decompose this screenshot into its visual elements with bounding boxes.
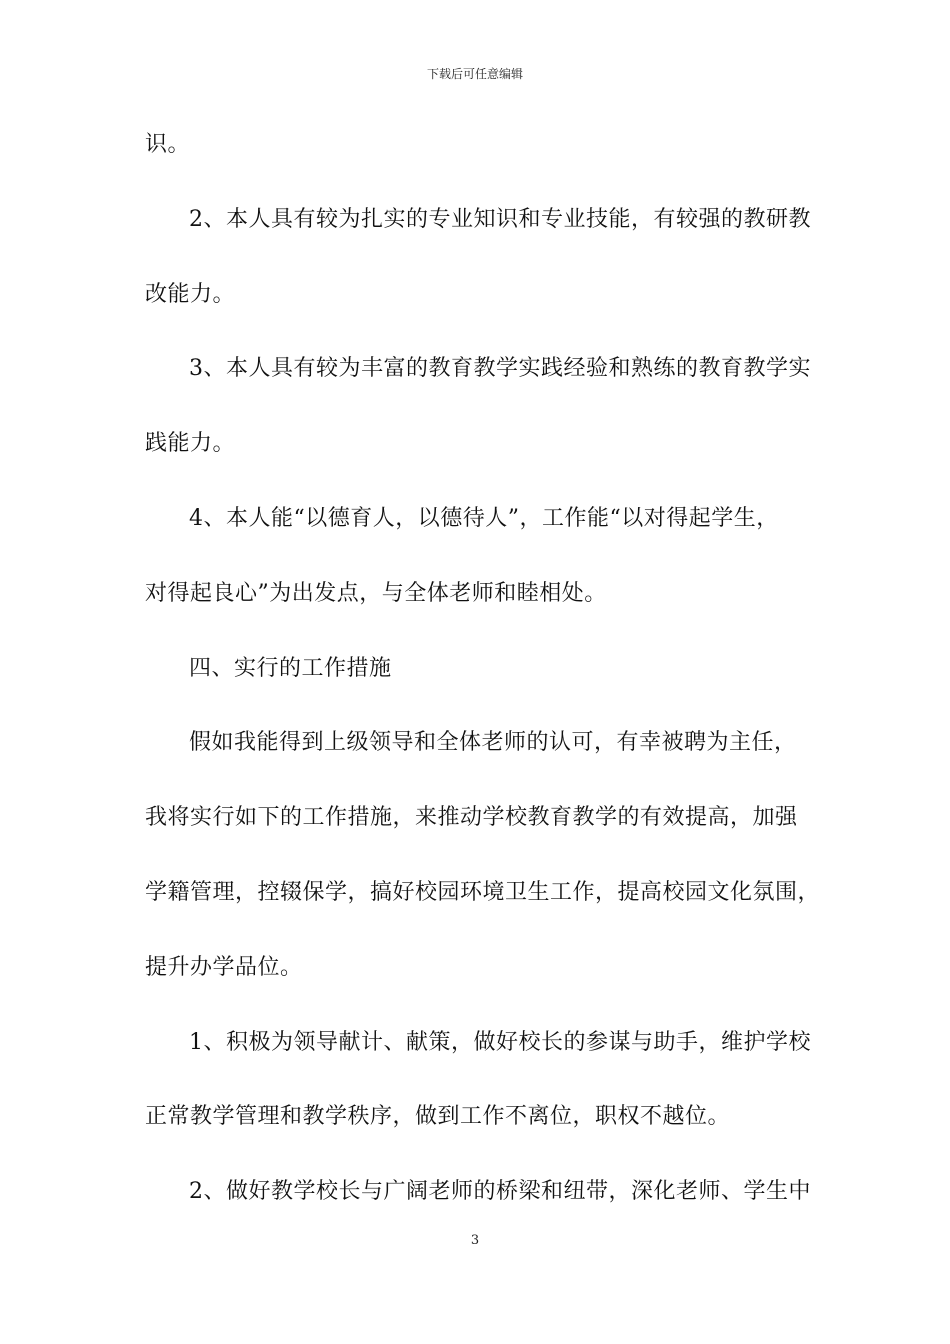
paragraph-line: 2、本人具有较为扎实的专业知识和专业技能，有较强的教研教 [189,206,811,232]
paragraph-line: 1、积极为领导献计、献策，做好校长的参谋与助手，维护学校 [189,1029,811,1055]
paragraph-line: 改能力。 [145,281,236,307]
document-body [145,130,835,1252]
paragraph-line: 践能力。 [145,431,236,457]
section-heading: 四、实行的工作措施 [189,655,392,681]
paragraph-line: 4、本人能“以德育人，以德待人”，工作能“以对得起学生， [189,505,779,531]
paragraph-line: 提升办学品位。 [145,954,303,980]
paragraph-line: 2、做好教学校长与广阔老师的桥梁和纽带，深化老师、学生中 [189,1179,811,1205]
paragraph-line: 我将实行如下的工作措施，来推动学校教育教学的有效提高，加强 [145,805,798,831]
page-number: 3 [470,1233,480,1248]
paragraph-line: 3、本人具有较为丰富的教育教学实践经验和熟练的教育教学实 [189,356,811,382]
paragraph-line: 假如我能得到上级领导和全体老师的认可，有幸被聘为主任， [189,730,797,756]
paragraph-line: 识。 [145,132,191,157]
paragraph-line: 对得起良心”为出发点，与全体老师和睦相处。 [145,580,607,606]
paragraph-line: 学籍管理，控辍保学，搞好校园环境卫生工作，提高校园文化氛围， [145,879,821,905]
paragraph-line: 正常教学管理和教学秩序，做到工作不离位，职权不越位。 [145,1104,731,1130]
page-header: 下载后可任意编辑 [426,67,523,81]
